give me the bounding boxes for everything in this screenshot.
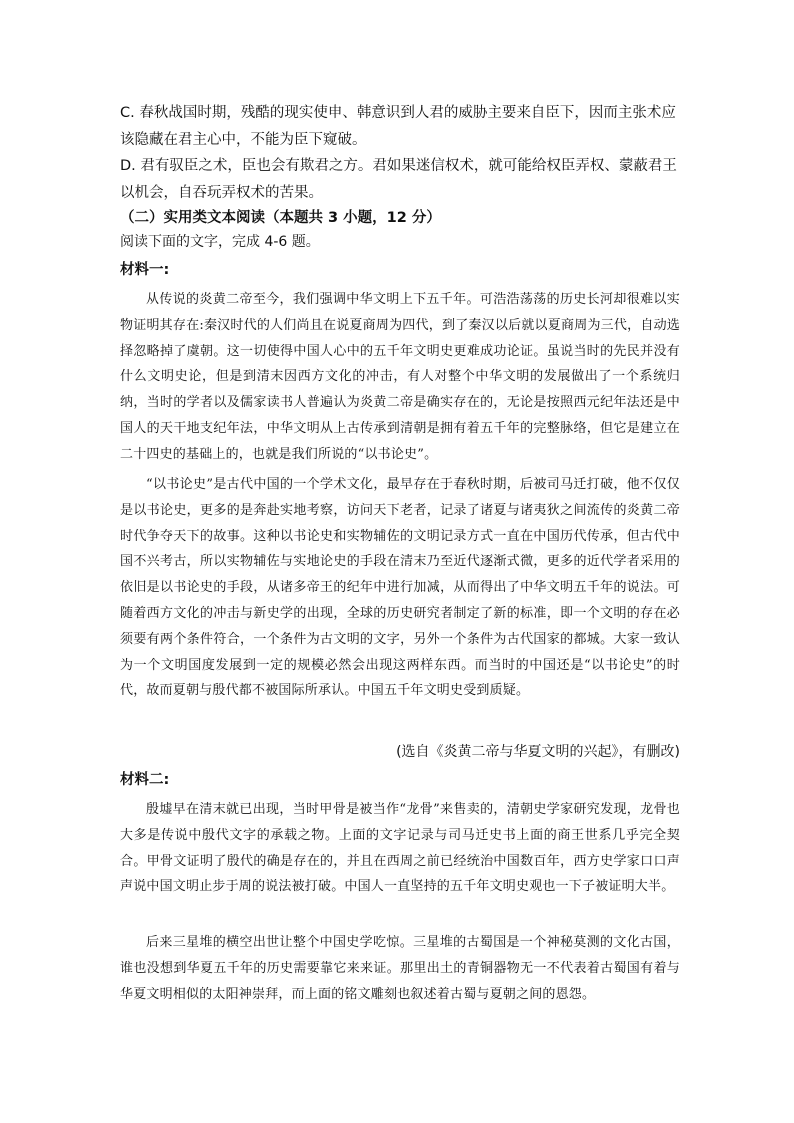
section-instruction: 阅读下面的文字，完成 4-6 题。 (120, 234, 320, 250)
material-1-source-block (120, 740, 680, 764)
material-2-text-1: 殷墟早在清末就已出现，当时甲骨是被当作“龙骨”来售卖的，清朝史学家研究发现，龙骨也大多是传说中殷代文字的承载之物。上面的文字记录与司马迁史书上面的商王世系几乎完全契合。甲骨文证明了殷代的确是存在的，并且在西周之前已经统治中国数百年，西方史学家口口声声说中国文明止步于周的说法被打破。中国人一直坚持的五千年文明史观也一下子被证明大半。 (120, 802, 680, 895)
section-heading (120, 206, 680, 254)
material-1-label-block (120, 258, 680, 282)
material-2-label: 材料二: (120, 772, 170, 788)
material-1-label: 材料一: (120, 262, 170, 278)
material-2-paragraph-2 (120, 930, 680, 1007)
option-d-text: D. 君有驭臣之术，臣也会有欺君之方。君如果迷信权术，就可能给权臣弄权、蒙蔽君王以机会，自吞玩弄权术的苦果。 (120, 158, 677, 201)
material-1-text-2: “以书论史”是古代中国的一个学术文化，最早存在于春秋时期，后被司马迁打破，他不仅仅是以书论史，更多的是奔赴实地考察，访问天下老者，记录了诸夏与诸夷狄之间流传的炎黄二帝时代争夺天下的故事。这种以书论史和实物辅佐的文明记录方式一直在中国历代传承，但古代中国不兴考古，所以实物辅佐与实地论史的手段在清末乃至近代逐渐式微，更多的近代学者采用的依旧是以书论史的手段，从诸多帝王的纪年中进行加减，从而得出了中华文明五千年的说法。可随着西方文化的冲击与新史学的出现，全球的历史研究者制定了新的标准，即一个文明的存在必须要有两个条件符合，一个条件为古文明的文字，另外一个条件为古代国家的都城。大家一致认为一个文明国度发展到一定的规模必然会出现这两样东西。而当时的中国还是“以书论史”的时代，故而夏朝与殷代都不被国际所承认。中国五千年文明史受到质疑。 (120, 477, 680, 699)
material-1-paragraph-2 (120, 472, 680, 704)
material-2-text-2: 后来三星堆的横空出世让整个中国史学吃惊。三星堆的古蜀国是一个神秘莫测的文化古国，谁也没想到华夏五千年的历史需要靠它来来证。那里出土的青铜器物无一不代表着古蜀国有着与华夏文明相似的太阳神崇拜，而上面的铭文雕刻也叙述着古蜀与夏朝之间的恩怨。 (120, 935, 680, 1002)
option-c (120, 100, 680, 154)
material-1-paragraph-1 (120, 287, 680, 468)
section-title: （二）实用类文本阅读（本题共 3 小题，12 分） (120, 210, 441, 226)
material-2-paragraph-1 (120, 797, 680, 900)
option-d (120, 153, 680, 207)
material-1-text-1: 从传说的炎黄二帝至今，我们强调中华文明上下五千年。可浩浩荡荡的历史长河却很难以实物证明其存在:秦汉时代的人们尚且在说夏商周为四代，到了秦汉以后就以夏商周为三代，自动选择忽略掉了虞朝。这一切使得中国人心中的五千年文明史更难成功论证。虽说当时的先民并没有什么文明史论，但是到清末因西方文化的冲击，有人对整个中华文明的发展做出了一个系统归纳，当时的学者以及儒家读书人普遍认为炎黄二帝是确实存在的，无论是按照西元纪年法还是中国人的天干地支纪年法，中华文明从上古传承到清朝是拥有着五千年的完整脉络，但它是建立在二十四史的基础上的，也就是我们所说的“以书论史”。 (120, 292, 680, 462)
material-2-label-block (120, 768, 680, 792)
material-1-source: (选自《炎黄二帝与华夏文明的兴起》，有删改) (396, 744, 680, 760)
option-c-text: C. 春秋战国时期，残酷的现实使申、韩意识到人君的威胁主要来自臣下，因而主张术应该隐藏在君主心中，不能为臣下窥破。 (120, 105, 676, 148)
